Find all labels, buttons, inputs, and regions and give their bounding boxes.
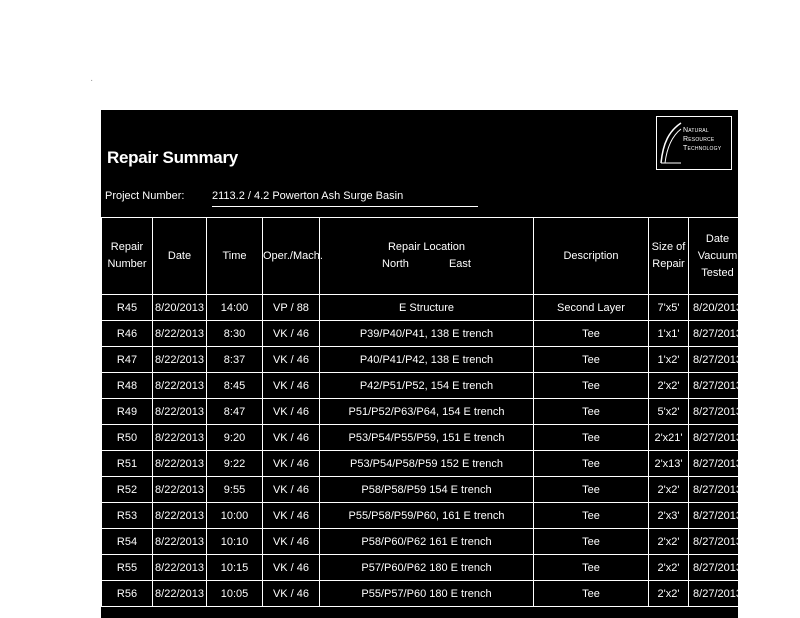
- repair-location-cell: P42/P51/P52, 154 E trench: [320, 373, 534, 399]
- table-row: [102, 451, 789, 477]
- size-cell: 2'x2': [649, 555, 689, 581]
- table-row: [102, 399, 789, 425]
- repair-location-cell: P40/P41/P42, 138 E trench: [320, 347, 534, 373]
- north-label: North: [382, 258, 409, 270]
- repair-location-cell: P58/P60/P62 161 E trench: [320, 529, 534, 555]
- date-cell: 8/22/2013: [153, 321, 207, 347]
- date-cell: 8/22/2013: [153, 503, 207, 529]
- time-cell: 10:00: [207, 503, 263, 529]
- description-cell: Tee: [534, 373, 649, 399]
- repair-number-cell: R56: [102, 581, 153, 607]
- table-row: [102, 555, 789, 581]
- date-vacuum-cell: 8/27/2013: [689, 399, 747, 425]
- size-cell: 1'x2': [649, 347, 689, 373]
- date-cell: 8/22/2013: [153, 555, 207, 581]
- time-cell: 14:00: [207, 295, 263, 321]
- description-cell: Tee: [534, 529, 649, 555]
- time-cell: 8:47: [207, 399, 263, 425]
- logo-word: Resource: [683, 136, 715, 143]
- date-vacuum-cell: 8/27/2013: [689, 425, 747, 451]
- repair-table: [101, 217, 789, 607]
- repair-number-cell: R51: [102, 451, 153, 477]
- repair-location-cell: P39/P40/P41, 138 E trench: [320, 321, 534, 347]
- size-cell: 5'x2': [649, 399, 689, 425]
- table-row: [102, 503, 789, 529]
- col-repair-number: Repair Number: [102, 218, 153, 295]
- oper-mach-cell: VK / 46: [263, 581, 320, 607]
- date-cell: 8/22/2013: [153, 425, 207, 451]
- col-description: Description: [534, 218, 649, 295]
- description-cell: Tee: [534, 581, 649, 607]
- col-oper-mach: Oper./Mach.: [263, 218, 320, 295]
- time-cell: 10:05: [207, 581, 263, 607]
- vac-result-cell: ELIS: [747, 451, 789, 477]
- repair-number-cell: R48: [102, 373, 153, 399]
- vac-result-cell: ELIS: [747, 503, 789, 529]
- repair-location-cell: P55/P57/P60 180 E trench: [320, 581, 534, 607]
- vac-result-cell: ELIS: [747, 425, 789, 451]
- repair-number-cell: R53: [102, 503, 153, 529]
- table-row: [102, 373, 789, 399]
- size-cell: 2'x21': [649, 425, 689, 451]
- description-cell: Tee: [534, 555, 649, 581]
- size-cell: 2'x3': [649, 503, 689, 529]
- repair-location-label: Repair Location: [387, 241, 466, 253]
- east-label: East: [448, 258, 471, 270]
- repair-location-cell: E Structure: [320, 295, 534, 321]
- repair-number-cell: R54: [102, 529, 153, 555]
- table-row: [102, 477, 789, 503]
- oper-mach-cell: VK / 46: [263, 477, 320, 503]
- vac-result-cell: ELIS: [747, 581, 789, 607]
- description-cell: Tee: [534, 477, 649, 503]
- repair-number-cell: R46: [102, 321, 153, 347]
- time-cell: 9:55: [207, 477, 263, 503]
- logo-swoosh-icon: [659, 121, 683, 165]
- date-cell: 8/20/2013: [153, 295, 207, 321]
- description-cell: Tee: [534, 503, 649, 529]
- vac-result-cell: ELIS: [747, 529, 789, 555]
- oper-mach-cell: VK / 46: [263, 529, 320, 555]
- date-cell: 8/22/2013: [153, 451, 207, 477]
- table-row: [102, 321, 789, 347]
- repair-location-cell: P53/P54/P58/P59 152 E trench: [320, 451, 534, 477]
- date-vacuum-cell: 8/27/2013: [689, 451, 747, 477]
- company-logo: [656, 116, 732, 170]
- vac-result-cell: ELIS: [747, 477, 789, 503]
- vac-result-cell: ELIS: [747, 373, 789, 399]
- repair-number-cell: R45: [102, 295, 153, 321]
- oper-mach-cell: VP / 88: [263, 295, 320, 321]
- repair-location-cell: P58/P58/P59 154 E trench: [320, 477, 534, 503]
- description-cell: Tee: [534, 321, 649, 347]
- oper-mach-cell: VK / 46: [263, 555, 320, 581]
- time-cell: 10:15: [207, 555, 263, 581]
- col-vac-results: Vac. Test Results (P/F): [747, 218, 789, 295]
- col-date-vacuum: Date Vacuum Tested: [689, 218, 747, 295]
- time-cell: 10:10: [207, 529, 263, 555]
- repair-location-subheaders: [320, 256, 533, 273]
- repair-location-cell: P51/P52/P63/P64, 154 E trench: [320, 399, 534, 425]
- date-vacuum-cell: 8/27/2013: [689, 555, 747, 581]
- col-date: Date: [153, 218, 207, 295]
- description-cell: Tee: [534, 451, 649, 477]
- date-vacuum-cell: 8/20/2013: [689, 295, 747, 321]
- page-title: Repair Summary: [107, 148, 238, 167]
- repair-location-cell: P53/P54/P55/P59, 151 E trench: [320, 425, 534, 451]
- repair-location-cell: P55/P58/P59/P60, 161 E trench: [320, 503, 534, 529]
- table-body: [102, 295, 789, 607]
- repair-number-cell: R55: [102, 555, 153, 581]
- table-row: [102, 425, 789, 451]
- repair-number-cell: R52: [102, 477, 153, 503]
- description-cell: Second Layer: [534, 295, 649, 321]
- logo-word: Natural: [683, 127, 709, 134]
- repair-location-cell: P57/P60/P62 180 E trench: [320, 555, 534, 581]
- time-cell: 9:22: [207, 451, 263, 477]
- date-cell: 8/22/2013: [153, 347, 207, 373]
- table-row: [102, 347, 789, 373]
- date-vacuum-cell: 8/27/2013: [689, 529, 747, 555]
- date-vacuum-cell: 8/27/2013: [689, 503, 747, 529]
- col-repair-location: [320, 218, 534, 295]
- oper-mach-cell: VK / 46: [263, 451, 320, 477]
- repair-summary-sheet: [101, 110, 786, 618]
- date-cell: 8/22/2013: [153, 373, 207, 399]
- description-cell: Tee: [534, 399, 649, 425]
- size-cell: 2'x2': [649, 581, 689, 607]
- vac-result-cell: ELIS: [747, 555, 789, 581]
- repair-number-cell: R47: [102, 347, 153, 373]
- col-time: Time: [207, 218, 263, 295]
- table-row: [102, 295, 789, 321]
- logo-text: [683, 126, 721, 153]
- logo-word: Technology: [683, 145, 722, 152]
- repair-number-cell: R50: [102, 425, 153, 451]
- project-number-value: 2113.2 / 4.2 Powerton Ash Surge Basin: [212, 190, 478, 207]
- table-row: [102, 581, 789, 607]
- vac-result-cell: P: [747, 295, 789, 321]
- oper-mach-cell: VK / 46: [263, 425, 320, 451]
- size-cell: 2'x13': [649, 451, 689, 477]
- oper-mach-cell: VK / 46: [263, 503, 320, 529]
- repair-number-cell: R49: [102, 399, 153, 425]
- description-cell: Tee: [534, 347, 649, 373]
- time-cell: 9:20: [207, 425, 263, 451]
- size-cell: 7'x5': [649, 295, 689, 321]
- date-vacuum-cell: 8/27/2013: [689, 477, 747, 503]
- date-cell: 8/22/2013: [153, 529, 207, 555]
- size-cell: 2'x2': [649, 373, 689, 399]
- description-cell: Tee: [534, 425, 649, 451]
- date-cell: 8/22/2013: [153, 399, 207, 425]
- vac-result-cell: ELIS: [747, 347, 789, 373]
- vac-result-cell: ELIS: [747, 399, 789, 425]
- table-row: [102, 529, 789, 555]
- oper-mach-cell: VK / 46: [263, 347, 320, 373]
- scan-artifact: ·: [90, 75, 94, 86]
- oper-mach-cell: VK / 46: [263, 321, 320, 347]
- date-vacuum-cell: 8/27/2013: [689, 581, 747, 607]
- oper-mach-cell: VK / 46: [263, 373, 320, 399]
- size-cell: 2'x2': [649, 477, 689, 503]
- size-cell: 2'x2': [649, 529, 689, 555]
- time-cell: 8:30: [207, 321, 263, 347]
- size-cell: 1'x1': [649, 321, 689, 347]
- time-cell: 8:45: [207, 373, 263, 399]
- project-number-label: Project Number:: [105, 190, 185, 202]
- date-vacuum-cell: 8/27/2013: [689, 347, 747, 373]
- vac-result-cell: ELIS: [747, 321, 789, 347]
- table-header-row: [102, 218, 789, 295]
- date-vacuum-cell: 8/27/2013: [689, 373, 747, 399]
- oper-mach-cell: VK / 46: [263, 399, 320, 425]
- date-cell: 8/22/2013: [153, 581, 207, 607]
- time-cell: 8:37: [207, 347, 263, 373]
- date-vacuum-cell: 8/27/2013: [689, 321, 747, 347]
- col-size: Size of Repair: [649, 218, 689, 295]
- date-cell: 8/22/2013: [153, 477, 207, 503]
